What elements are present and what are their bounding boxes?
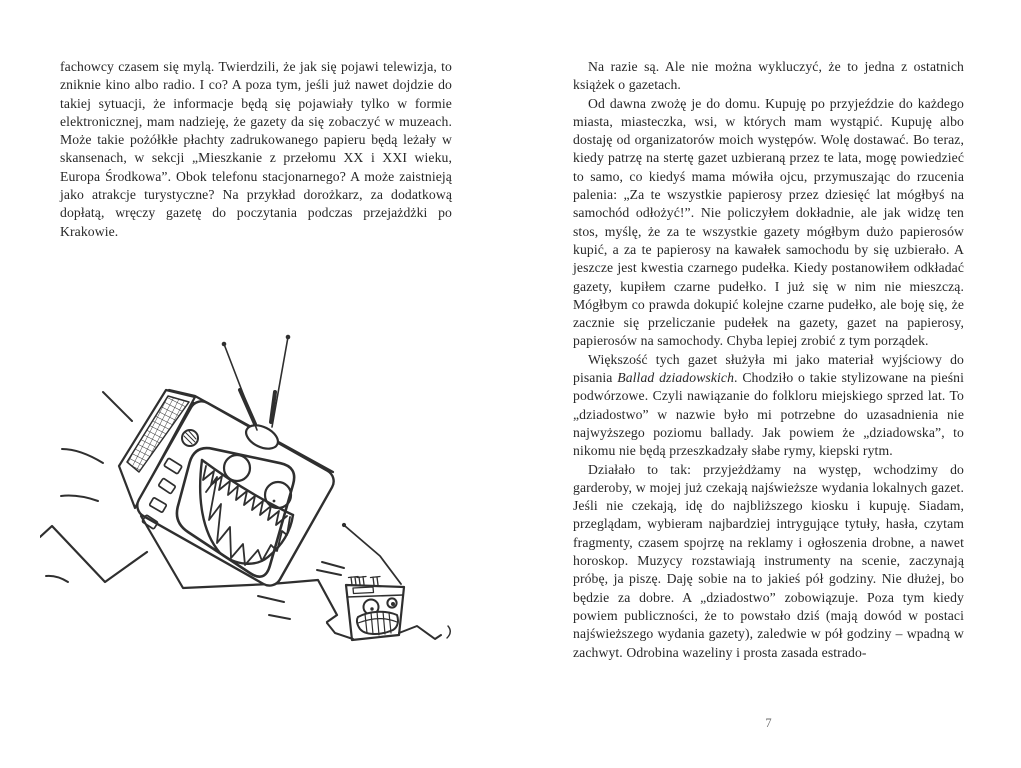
tv-monster-icon: [119, 335, 338, 590]
page-number: 7: [765, 716, 772, 730]
paragraph: fachowcy czasem się mylą. Twierdzili, że jak się pojawi telewizja, to zniknie kino albo radio. I co? A poza tym, jeśli już nawet dojdzie do takiej sytuacji, że informacje będą się pojawiały tylko w formie elektronicznej, mam nadzieję, że gazety da się zobaczyć w muzeach. Może takie pożółkłe płachty zadrukowanego papieru będą leżały w skansenach, w sekcji „Mieszkanie z przełomu XX i XXI wieku, Europa Środkowa”. Obok telefonu stacjonarnego? A może zaistnieją jako atrakcje turystyczne? Na przykład dorożkarz, za dodatkową dopłatą, wręczy gazetę do poczytania podczas przejażdżki po Krakowie.: [60, 59, 452, 239]
radio-knobs-icon: [349, 577, 381, 586]
paragraph-text: . Chodziło o takie stylizowane na pieśni podwórzowe. Czyli nawiązanie do folkloru miejskiego sprzed lat. To „dziadostwo” w nazwie było mi potrzebne do uzasadnienia nie najwyższego poziomu ballady. Jak powiem że „dziadowska”, to nikomu nie będą przeszkadzały słabe rymy, kiepski rytm.: [573, 370, 965, 459]
paragraph: [573, 351, 964, 461]
radio-antenna-icon: [345, 526, 401, 584]
radio-face-icon: [357, 598, 398, 635]
paragraph-text: Większość tych gazet służyła mi jako materiał wyjściowy do pisania: [573, 351, 964, 386]
tv-chasing-radio-illustration: [40, 320, 480, 710]
page-left-text: [60, 58, 452, 241]
paragraph: Od dawna zwożę je do domu. Kupuję po przyjeździe do każdego miasta, miasteczka, wsi, w których mam wystąpić. Kupuję albo dostaję od organizatorów moich występów. Wolę dostawać. Bo teraz, kiedy patrzę na stertę gazet uzbieraną przez te lata, mogę powiedzieć to samo, co kiedyś mama mówiła ojcu, przymuszając do rzucenia palenia: „Za te wszystkie papierosy przez dziesięć lat mógłbyś na samochód odłożyć!”. Nie policzyłem dokładnie, ale jak widzę ten stos, myślę, że za te wszystkie gazety mógłbym dużo papierosów kupić, a za te papierosy na kawałek samochodu by się uzbierało. A jeszcze jest kwestia czarnego pudełka. Kiedy postanowiłem odkładać gazety, kupiłem czarne pudełko. I już się w nim nie mieszczą. Mógłbym co prawda dokupić kolejne czarne pudełko, ale boję się, że zacznie się przeliczanie pudełek na gazety, gazet na papierosy, papierosów na samochody. Chyba lepiej zrobić z tym porządek.: [573, 95, 964, 349]
book-title-italic: Ballad dziadowskich: [617, 370, 735, 386]
paragraph: Działało to tak: przyjeżdżamy na występ, wchodzimy do garderoby, w mojej już czekają najświeższe wydania lokalnych gazet. Jeśli nie czekają, idę do najbliższego kiosku i kupuję. Siadam, przeglądam, wybieram najbardziej intrygujące tytuły, hasła, czytam fragmenty, czasem spojrzę na reklamy i ogłoszenia drobne, a nawet horoskop. Muzycy rozstawiają instrumenty na scenie, zaczynają próbę, ja piszę. Daję sobie na to jakieś pół godziny. Nie dłużej, bo będzie za dobre. A „dziadostwo” zobowiązuje. Poza tym kiedy powiem publiczności, że to powstało dziś (mają dowód w postaci najświeższego wydania gazety), zaledwie w pół godziny – wpadną w zachwyt. Odrobina wazeliny i prosta zasada estrado-: [573, 461, 964, 660]
page-right-text: [573, 58, 964, 662]
paragraph: Na razie są. Ale nie można wykluczyć, że to jedna z ostatnich książek o gazetach.: [573, 59, 964, 93]
radio-character-icon: [327, 523, 450, 640]
